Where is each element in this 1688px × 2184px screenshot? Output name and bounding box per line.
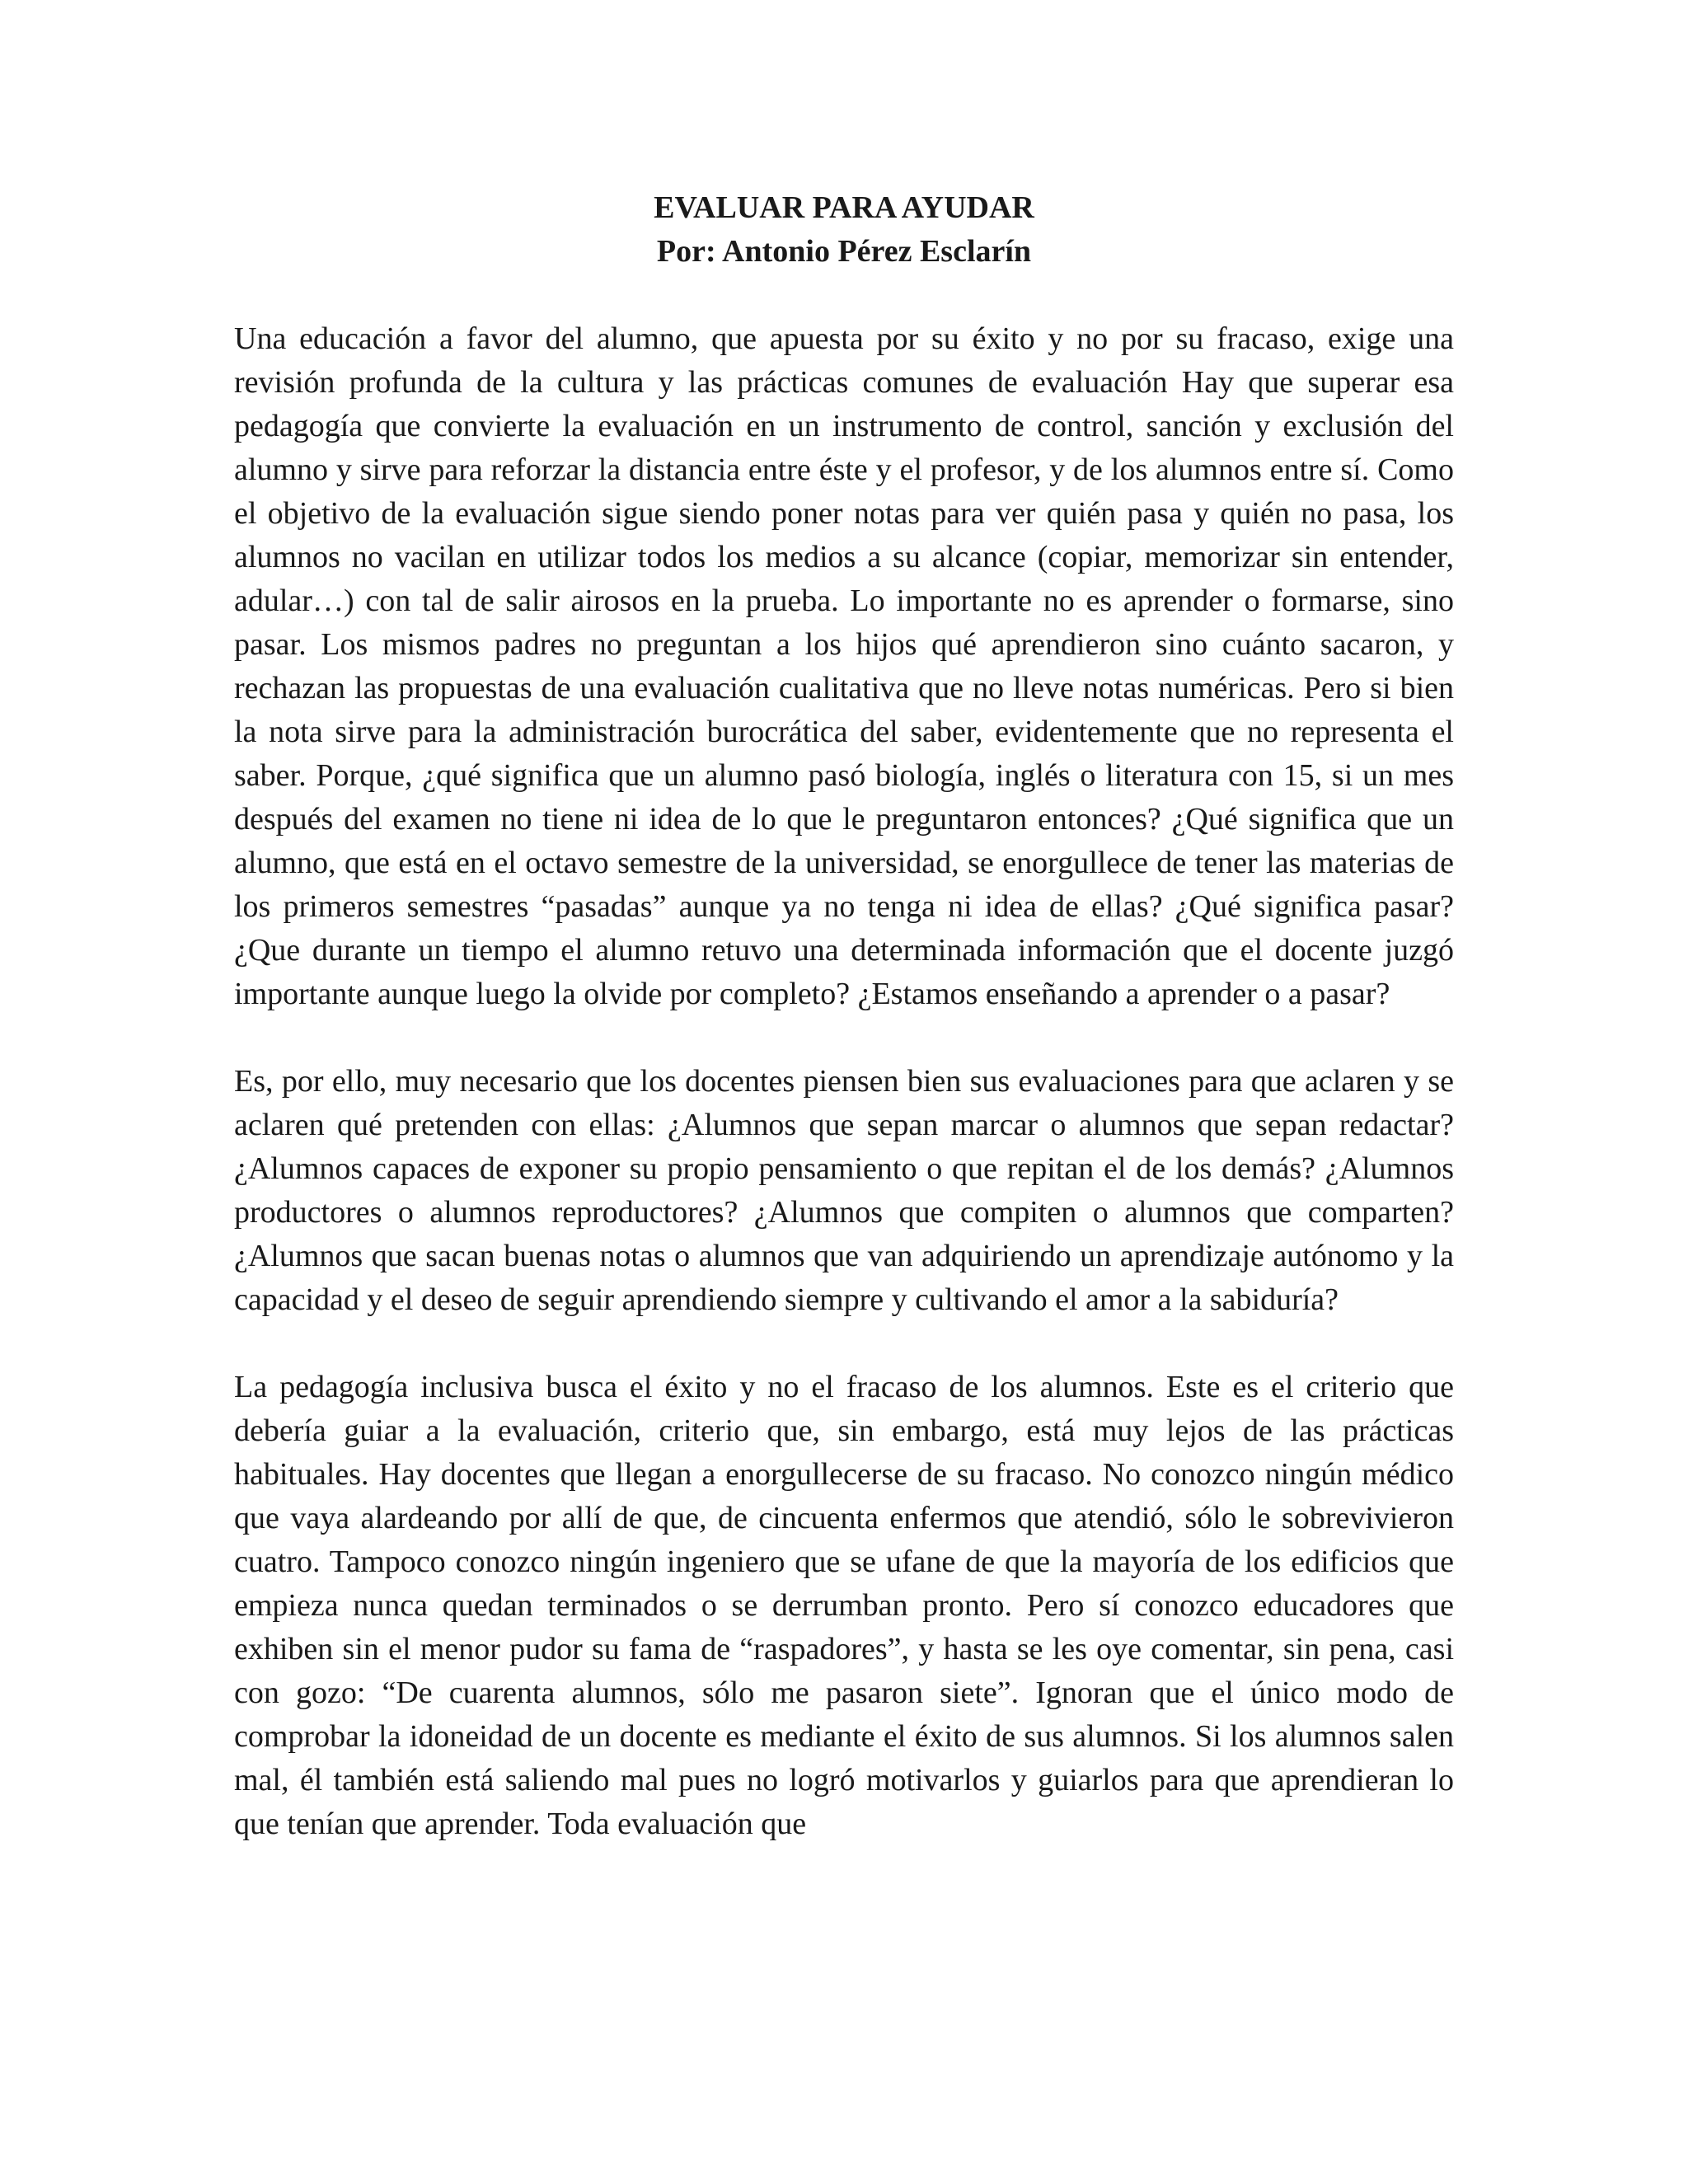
- paragraph-2: Es, por ello, muy necesario que los docentes piensen bien sus evaluaciones para que aclaren y se aclaren qué pretenden con ellas: ¿Alumnos que sepan marcar o alumnos que sepan redactar? ¿Alumnos capaces de exponer su propio pensamiento o que repitan el de los demás? ¿Alumnos productores o alumnos reproductores? ¿Alumnos que compiten o alumnos que comparten? ¿Alumnos que sacan buenas notas o alumnos que van adquiriendo un aprendizaje autónomo y la capacidad y el deseo de seguir aprendiendo siempre y cultivando el amor a la sabiduría?: [234, 1064, 1454, 1317]
- document-byline: Por: Antonio Pérez Esclarín: [656, 234, 1032, 269]
- paragraph-3: La pedagogía inclusiva busca el éxito y no el fracaso de los alumnos. Este es el criterio que debería guiar a la evaluación, criterio que, sin embargo, está muy lejos de las prácticas habituales. Hay docentes que llegan a enorgullecerse de su fracaso. No conozco ningún médico que vaya alardeando por allí de que, de cincuenta enfermos que atendió, sólo le sobrevivieron cuatro. Tampoco conozco ningún ingeniero que se ufane de que la mayoría de los edificios que empieza nunca quedan terminados o se derrumban pronto. Pero sí conozco educadores que exhiben sin el menor pudor su fama de “raspadores”, y hasta se les oye comentar, sin pena, casi con gozo: “De cuarenta alumnos, sólo me pasaron siete”. Ignoran que el único modo de comprobar la idoneidad de un docente es mediante el éxito de sus alumnos. Si los alumnos salen mal, él también está saliendo mal pues no logró motivarlos y guiarlos para que aprendieran lo que tenían que aprender. Toda evaluación que: [234, 1370, 1454, 1841]
- title-block: [234, 186, 1454, 274]
- document-page: [234, 186, 1454, 1890]
- paragraph-1: Una educación a favor del alumno, que apuesta por su éxito y no por su fracaso, exige una revisión profunda de la cultura y las prácticas comunes de evaluación Hay que superar esa pedagogía que convierte la evaluación en un instrumento de control, sanción y exclusión del alumno y sirve para reforzar la distancia entre éste y el profesor, y de los alumnos entre sí. Como el objetivo de la evaluación sigue siendo poner notas para ver quién pasa y quién no pasa, los alumnos no vacilan en utilizar todos los medios a su alcance (copiar, memorizar sin entender, adular…) con tal de salir airosos en la prueba. Lo importante no es aprender o formarse, sino pasar. Los mismos padres no preguntan a los hijos qué aprendieron sino cuánto sacaron, y rechazan las propuestas de una evaluación cualitativa que no lleve notas numéricas. Pero si bien la nota sirve para la administración burocrática del saber, evidentemente que no representa el saber. Porque, ¿qué significa que un alumno pasó biología, inglés o literatura con 15, si un mes después del examen no tiene ni idea de lo que le preguntaron entonces? ¿Qué significa que un alumno, que está en el octavo semestre de la universidad, se enorgullece de tener las materias de los primeros semestres “pasadas” aunque ya no tenga ni idea de ellas? ¿Qué significa pasar? ¿Que durante un tiempo el alumno retuvo una determinada información que el docente juzgó importante aunque luego la olvide por completo? ¿Estamos enseñando a aprender o a pasar?: [234, 321, 1454, 1011]
- document-title: EVALUAR PARA AYUDAR: [654, 190, 1034, 225]
